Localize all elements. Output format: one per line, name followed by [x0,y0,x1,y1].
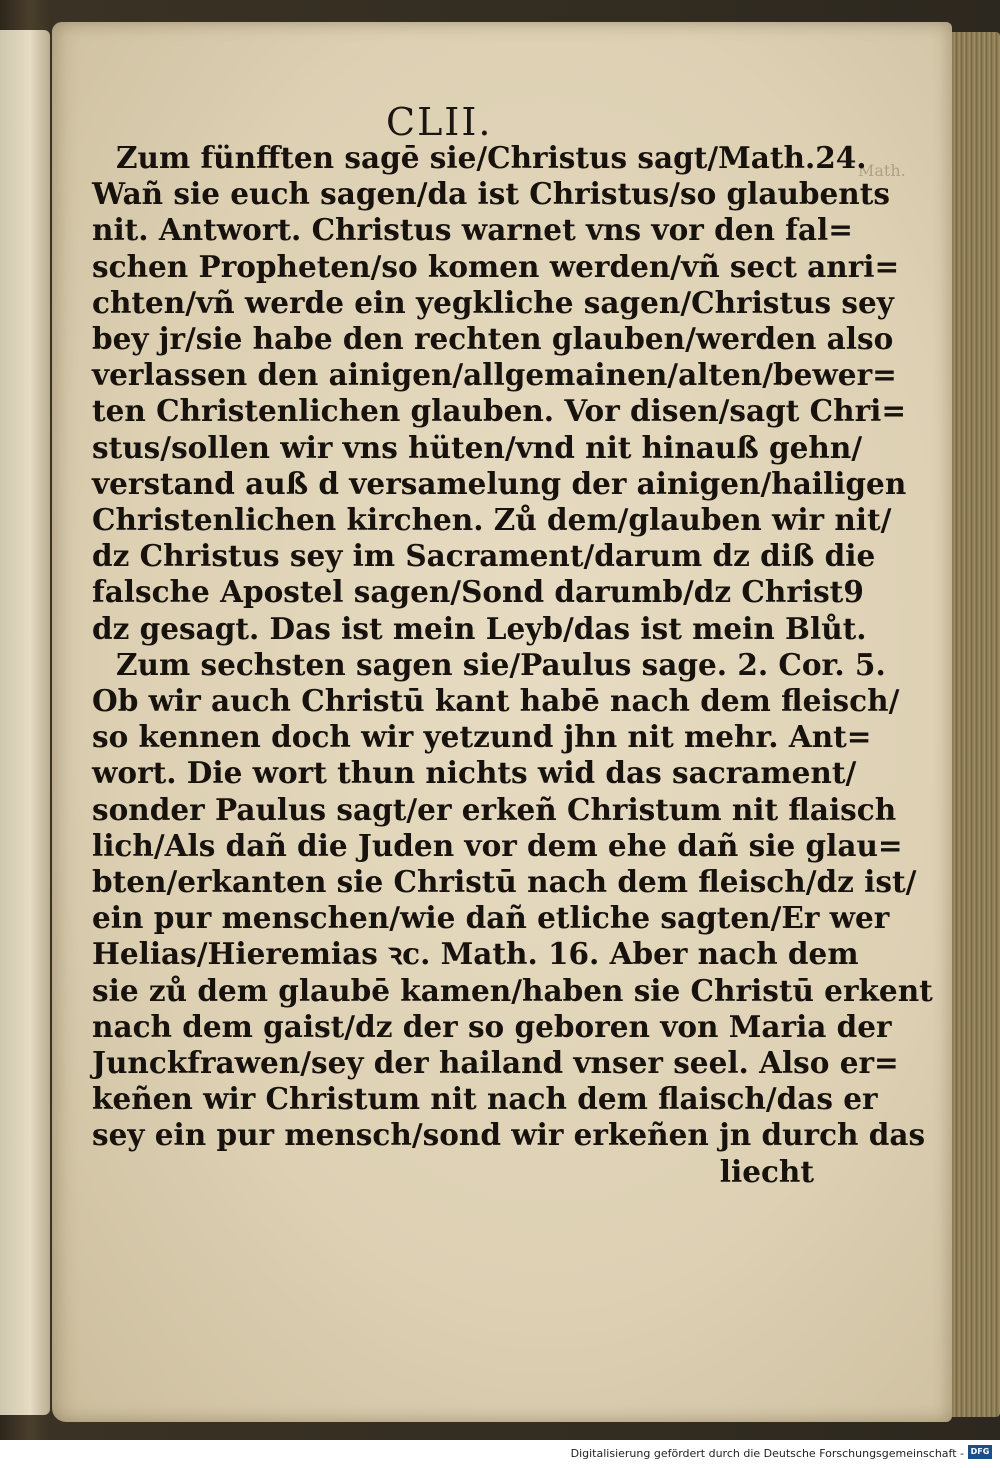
text-line: Wañ sie euch sagen/da ist Christus/so glaubents [92,176,890,212]
text-line: nach dem gaist/dz der so geboren von Maria der [92,1008,892,1044]
funding-credit: Digitalisierung gefördert durch die Deutsche Forschungsgemeinschaft - [570,1447,964,1460]
text-line: bey jr/sie habe den rechten glauben/werden also [92,321,894,357]
facing-page-edge [0,30,50,1415]
text-line: verstand auß d versamelung der ainigen/hailigen [92,465,907,501]
text-line: falsche Apostel sagen/Sond darumb/dz Christ9 [92,574,864,610]
margin-note: Math. [858,161,906,180]
text-line: chten/vñ werde ein yegkliche sagen/Christus sey [92,284,894,320]
text-line: bten/erkanten sie Christū nach dem fleisch/dz ist/ [92,864,917,900]
text-line: keñen wir Christum nit nach dem flaisch/das er [92,1081,878,1117]
text-line: sonder Paulus sagt/er erkeñ Christum nit flaisch [92,791,897,827]
text-line: Helias/Hieremias ꝛc. Math. 16. Aber nach dem [92,936,859,972]
digitization-footer [0,1440,1000,1468]
text-line: ten Christenlichen glauben. Vor disen/sagt Chri= [92,393,907,429]
text-line: sie zů dem glaubē kamen/haben sie Christū erkent [92,972,933,1008]
page-text [92,140,933,1190]
text-line: Ob wir auch Christū kant habē nach dem fleisch/ [92,683,900,719]
text-line: schen Propheten/so komen werden/vñ sect anri= [92,248,900,284]
text-line: stus/sollen wir vns hüten/vnd nit hinauß gehn/ [92,429,863,465]
text-line: lich/Als dañ die Juden vor dem ehe dañ sie glau= [92,827,903,863]
text-line: ein pur menschen/wie dañ etliche sagten/Er wer [92,900,890,936]
text-line: Junckfrawen/sey der hailand vnser seel. Also er= [92,1045,899,1081]
book-fore-edge [948,32,1000,1417]
text-line: verlassen den ainigen/allgemainen/alten/bewer= [92,357,897,393]
text-line: so kennen doch wir yetzund jhn nit mehr. Ant= [92,719,872,755]
text-line: Christenlichen kirchen. Zů dem/glauben wir nit/ [92,502,892,538]
text-line: dz Christus sey im Sacrament/darum dz diß die [92,538,876,574]
dfg-logo: DFG [968,1445,992,1459]
catchword: liecht [719,1153,814,1189]
text-line: nit. Antwort. Christus warnet vns vor den fal= [92,212,853,248]
text-line: Zum fünfften sagē sie/Christus sagt/Math.24. [116,140,867,175]
text-line: dz gesagt. Das ist mein Leyb/das ist mein Blůt. [92,610,867,646]
text-line: wort. Die wort thun nichts wid das sacrament/ [92,755,857,791]
text-line: sey ein pur mensch/sond wir erkeñen jn durch das [92,1117,926,1153]
text-line: Zum sechsten sagen sie/Paulus sage. 2. Cor. 5. [116,646,886,682]
folio-number: CLII. [386,100,493,144]
